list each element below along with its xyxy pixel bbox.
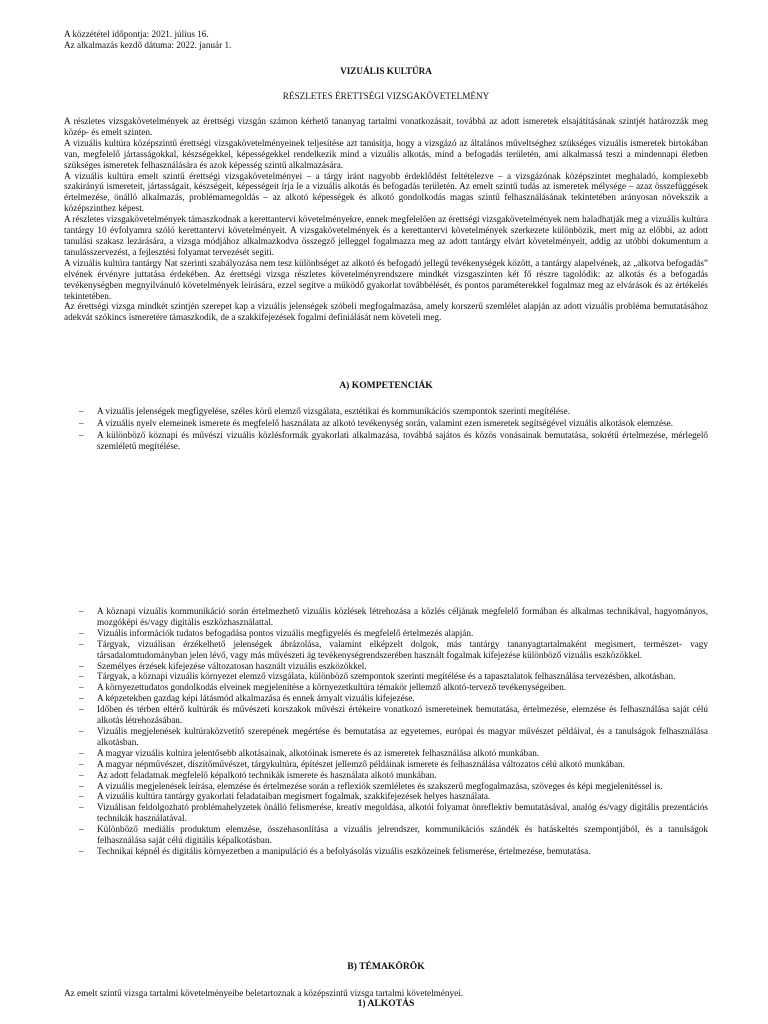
publication-date: A közzététel időpontja: 2021. július 16. [64, 29, 209, 39]
section-a-heading: A) KOMPETENCIÁK [339, 380, 433, 391]
competency-list-bottom [64, 606, 708, 857]
list-item: – Vizuális információk tudatos befogadása pontos vizuális megfigyelés és megfelelő értelmezés alapján. [64, 628, 708, 639]
list-item: – Személyes érzések kifejezése változatosan használt vizuális eszközökkel. [64, 661, 708, 672]
list-item: – Vizuálisan feldolgozható problémahelyzetek önálló felismerése, kreatív megoldása, alkotói folyamat önreflektív bemutatásával, analóg és/vagy digitális prezentációs technikák használatával. [64, 802, 708, 824]
list-item: – A vizuális kultúra tantárgy gyakorlati feladataiban megismert fogalmak, szakkifejezések helyes használata. [64, 791, 708, 802]
list-item: – Időben és térben eltérő kultúrák és művészeti korszakok művészi értékeire vonatkozó ismereteinek bemutatása, értelmezése, elemzése és felhasználása saját célú alkotás létrehozásában. [64, 704, 708, 726]
section-b-heading: B) TÉMAKÖRÖK [347, 961, 425, 972]
intro-paragraph: A részletes vizsgakövetelmények az érettségi vizsgán számon kérhető tananyag tartalmi vonatkozásait, továbbá az adott ismeretek elsajátításának szintjét határozzák meg közép- és emelt szinten. [64, 116, 708, 137]
list-item: – Tárgyak, vizuálisan érzékelhető jelenségek ábrázolása, valamint elképzelt dolgok, más tantárgy tananyagtartalmaként megismert, természet- vagy társadalomtudományban jelen lévő, vagy más művészeti ág tevékenységrendszerében használt fogalmak kifejezése különböző vizuális eszközökkel. [64, 639, 708, 661]
list-item: – Az adott feladatnak megfelelő képalkotó technikák ismerete és használata alkotó munkában. [64, 770, 708, 781]
effective-date: Az alkalmazás kezdő dátuma: 2022. január 1. [64, 39, 232, 50]
list-item: – A vizuális megjelenések leírása, elemzése és értelmezése során a reflexiók szemléletes és szakszerű megfogalmazása, szöveges és képi megjelenítéssel is. [64, 781, 708, 792]
list-item: – A vizuális jelenségek megfigyelése, széles körű elemző vizsgálata, esztétikai és kommunikációs szempontok szerinti megítélése. [64, 406, 708, 417]
list-item: – A képzetekben gazdag képi látásmód alkalmazása és ennek árnyalt vizuális kifejezése. [64, 693, 708, 704]
list-item: – A magyar vizuális kultúra jelentősebb alkotásainak, alkotóinak ismerete és az ismeretek felhasználása alkotó munkában. [64, 748, 708, 759]
document-title: VIZUÁLIS KULTÚRA [340, 66, 432, 76]
intro-paragraph: A vizuális kultúra tantárgy Nat szerinti szabályozása nem tesz különbséget az alkotó és befogadó jellegű tevékenységek között, a tantárgy alapelvének, az „alkotva befogadás” elvének érvényre juttatása érdekében. Az érettségi vizsga részletes követelményrendszere mindkét vizsgaszinten két fő részre tagolódik: az alkotás és a befogadás tevékenységben megnyilvánuló követelmények leírására, ezzel segítve a működő gyakorlat továbbélését, és pontos paraméterekkel fogalmaz meg az elvárások és az értékelés tekintetében. [64, 257, 708, 301]
list-item: – Technikai képnél és digitális környezetben a manipuláció és a befolyásolás vizuális eszközeinek felismerése, értelmezése, bemutatása. [64, 846, 708, 857]
intro-paragraph: A vizuális kultúra emelt szintű érettségi vizsgakövetelményei – a tárgy iránt nagyobb érdeklődést feltételezve – a vizsgázónak középszintet meghaladó, komplexebb szakirányú ismereteit, jártasságait, készségeit, képességeit írja le a vizuális alkotás és befogadás területén. Az emelt szintű tudás az ismeretek mélysége – azaz összefüggések értelmezése, önálló alkalmazás, problémamegoldás – az alkotó képességek és alkotó gondolkodás magas szintű felhasználásának tekintetében arányosan növekszik a középszinthez képest. [64, 170, 708, 214]
document-header [64, 66, 708, 77]
document-meta [64, 29, 708, 51]
intro-paragraph: A vizuális kultúra középszintű érettségi vizsgakövetelményeinek teljesítése azt tanúsítja, hogy a vizsgázó az általános műveltséghez szükséges vizuális ismeretek birtokában van, megfelelő jártasságokkal, készségekkel, képességekkel rendelkezik mind a vizuális alkotás, mind a befogadás területén, ami alkalmassá teszi a mindennapi életben szükséges ismeretek felhasználására és azok képesség szintű alkalmazására. [64, 137, 708, 170]
intro-section [64, 116, 708, 323]
list-item: – Tárgyak, a köznapi vizuális környezet elemző vizsgálata, különböző szempontok szerinti megítélése és a tapasztalatok felhasználása tervezésben, alkotásban. [64, 671, 708, 682]
list-item: – A magyar népművészet, díszítőművészet, tárgykultúra, építészet jellemző példáinak ismerete és felhasználása változatos célú alkotó munkában. [64, 759, 708, 770]
intro-paragraph: Az érettségi vizsga mindkét szintjén szerepet kap a vizuális jelenségek szóbeli megfogalmazása, amely korszerű szemlélet alapján az adott vizuális probléma bemutatásához adekvát szókincs ismeretére támaszkodik, de a szakkifejezések fogalmi definiálását nem követeli meg. [64, 301, 708, 323]
document-subheader [64, 91, 708, 102]
intro-paragraph: A részletes vizsgakövetelmények támaszkodnak a kerettantervi követelményekre, ennek megfelelően az érettségi vizsgakövetelmények nem haladhatják meg a vizuális kultúra tantárgy 10 évfolyamra szóló kerettantervi követelményeit. A vizsgakövetelmények és a kerettantervi követelmények szerkezete különbözik, mert míg az előbbi, az adott tanulási szakasz lezárására, a vizsga módjához alkalmazkodva összegző jelleggel fogalmazza meg az adott tantárgy elvárt követelményeit, addig az utóbbi dokumentum a tanulásszervezést, a fejlesztési folyamat tervezését segíti. [64, 214, 708, 257]
competency-list-top [64, 406, 708, 453]
section-b-note: Az emelt szintű vizsga tartalmi követelményeibe beletartoznak a középszintű vizsga tartalmi követelményei. [64, 988, 463, 998]
list-item: – A különböző köznapi és művészi vizuális közlésformák gyakorlati alkalmazása, továbbá sajátos és közös vonásainak bemutatása, sokrétű értelmezése, mérlegelő szemléletű megítélése. [64, 430, 708, 452]
section-b-subheading: 1) ALKOTÁS [357, 997, 415, 1009]
section-a-heading-wrap [64, 381, 708, 392]
list-item: – Különböző mediális produktum elemzése, összehasonlítása a vizuális jelrendszer, kommunikációs szándék és hatáskeltés szempontjából, és a tanulságok felhasználása saját célú digitális képalkotásban. [64, 824, 708, 846]
list-item: – Vizuális megjelenések kultúraközvetítő szerepének megértése és bemutatása az egyetemes, európai és magyar művészet példáival, és a tanulságok felhasználása alkotásban. [64, 726, 708, 748]
document-subtitle: RÉSZLETES ÉRETTSÉGI VIZSGAKÖVETELMÉNY [282, 91, 490, 101]
section-b-body [64, 988, 708, 1010]
section-b-heading-wrap [64, 962, 708, 973]
list-item: – A vizuális nyelv elemeinek ismerete és megfelelő használata az alkotó tevékenység során, valamint ezen ismeretek segítségével vizuális alkotások elemzése. [64, 418, 708, 429]
list-item: – A köznapi vizuális kommunikáció során értelmezhető vizuális közlések létrehozása a közlés céljának megfelelő formában és alkalmas technikával, hagyományos, mozgóképi és/vagy digitális eszközhasználattal. [64, 606, 708, 628]
list-item: – A környezettudatos gondolkodás elveinek megjelenítése a környezetkultúra témakör jellemző alkotó-tervező tevékenységeiben. [64, 682, 708, 693]
